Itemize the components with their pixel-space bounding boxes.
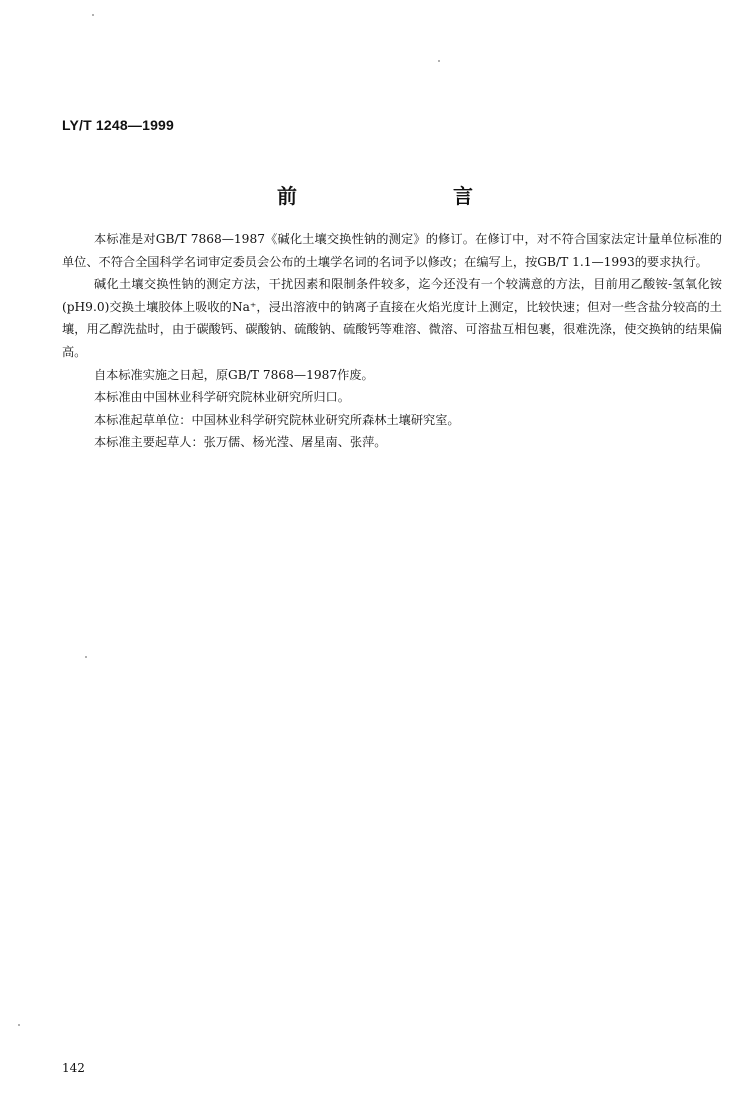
paragraph-supersede: 自本标准实施之日起，原GB/T 7868—1987作废。 <box>94 367 374 382</box>
paragraph-revision: 本标准是对GB/T 7868—1987《碱化土壤交换性钠的测定》的修订。在修订中，对不符合国家法定计量单位标准的单位、不符合全国科学名词审定委员会公布的土壤学名词的名词予以修改；在编写上，按GB/T 1.1—1993的要求执行。 <box>62 232 722 269</box>
scan-speck <box>92 14 94 16</box>
foreword-body <box>62 228 722 454</box>
paragraph-authority: 本标准由中国林业科学研究院林业研究所归口。 <box>94 390 350 405</box>
page-number: 142 <box>62 1061 85 1075</box>
paragraph-drafters: 本标准主要起草人：张万儒、杨光滢、屠星南、张萍。 <box>94 435 387 450</box>
scan-speck <box>18 1024 20 1026</box>
scan-speck <box>85 656 87 658</box>
paragraph-method: 碱化土壤交换性钠的测定方法，干扰因素和限制条件较多，迄今还没有一个较满意的方法，目前用乙酸铵-氢氧化铵(pH9.0)交换土壤胶体上吸收的Na⁺，浸出溶液中的钠离子直接在火焰光度计上测定，比较快速；但对一些含盐分较高的土壤，用乙醇洗盐时，由于碳酸钙、碳酸钠、硫酸钠、硫酸钙等难溶、微溶、可溶盐互相包裹，很难洗涤，使交换钠的结果偏高。 <box>62 277 722 359</box>
scan-speck <box>438 60 440 62</box>
paragraph-drafting-unit: 本标准起草单位：中国林业科学研究院林业研究所森林土壤研究室。 <box>94 412 460 427</box>
standard-code: LY/T 1248—1999 <box>62 117 175 133</box>
section-title: 前 言 <box>277 184 541 208</box>
